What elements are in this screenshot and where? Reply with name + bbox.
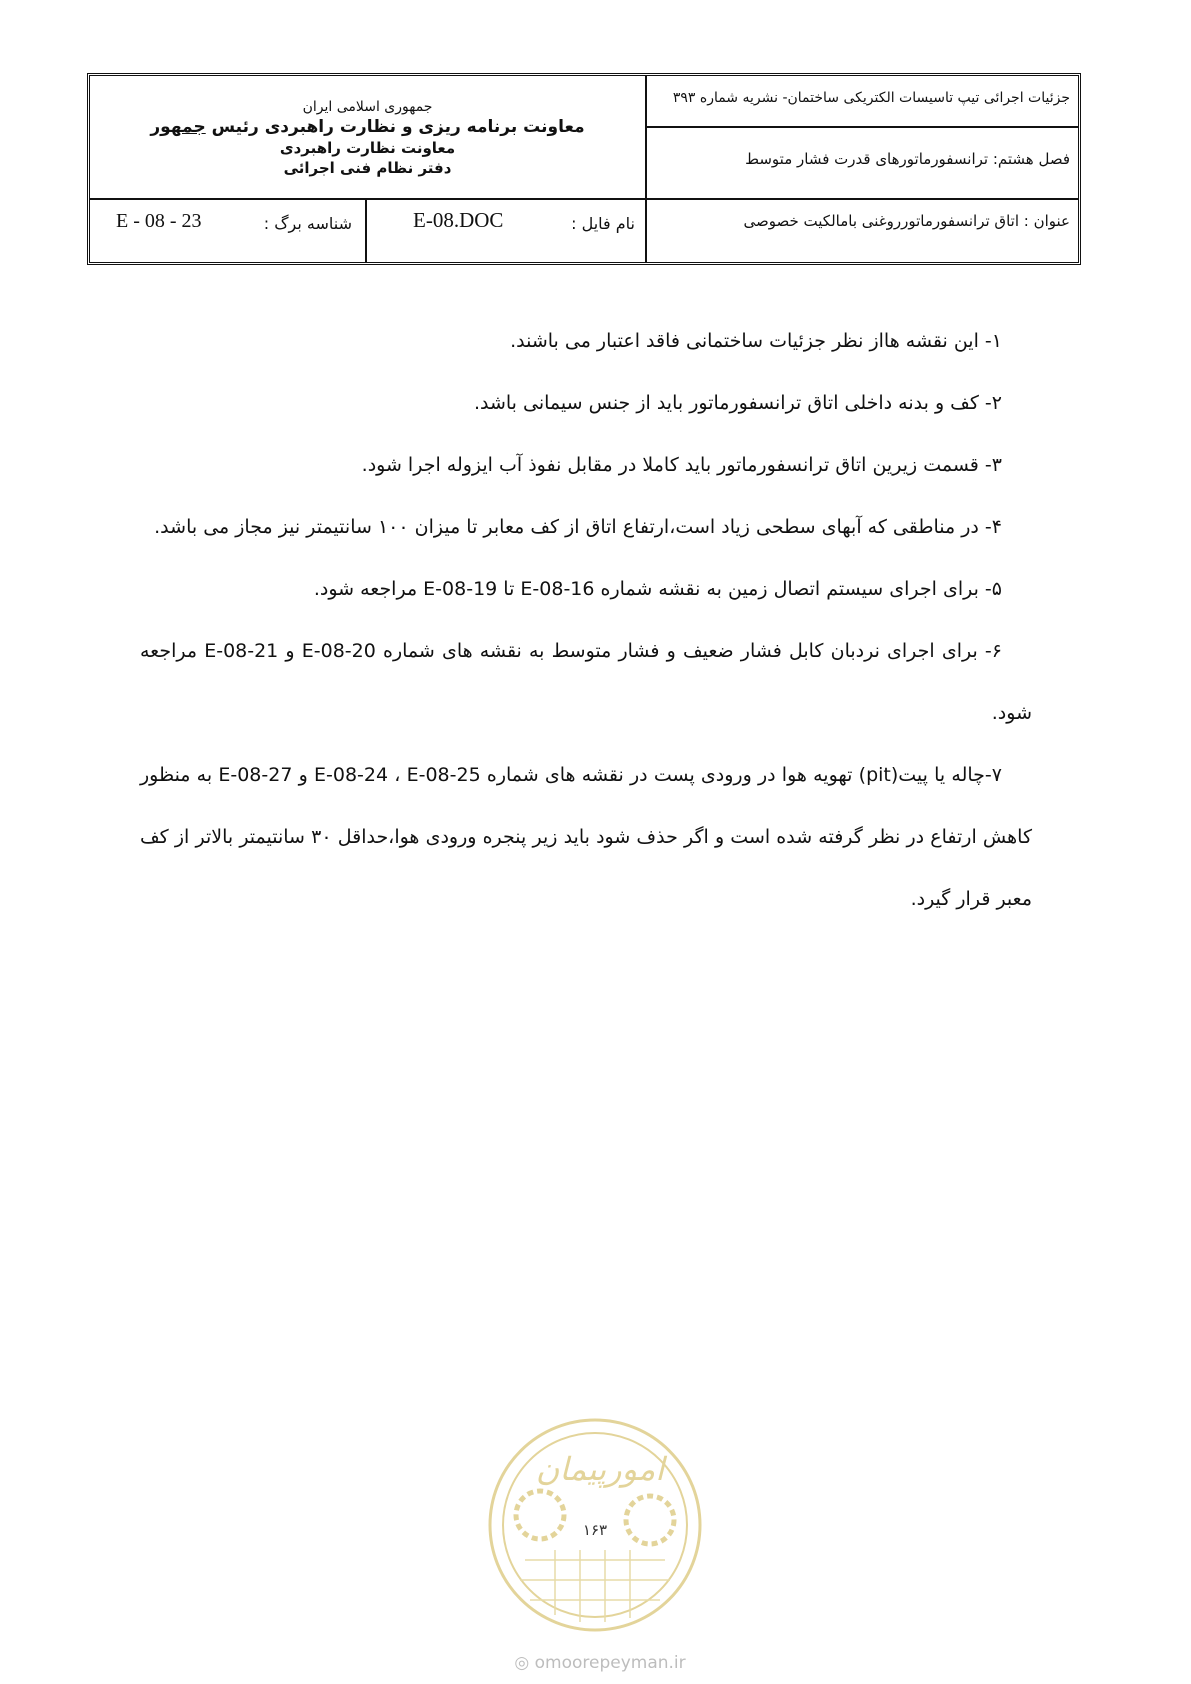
file-name-cell [373,206,641,256]
subject-title: عنوان : اتاق ترانسفورماتورروغنی بامالکیت خصوصی [743,212,1070,230]
note-item: ۲- کف و بدنه داخلی اتاق ترانسفورماتور باید از جنس سیمانی باشد. [473,392,1002,414]
header-divider-file [365,200,367,262]
org-line-4: دفتر نظام فنی اجرائی [283,159,452,177]
header-divider-main [645,76,647,262]
header-row-divider [90,198,1078,200]
file-name-value: E-08.DOC [413,208,504,232]
header-right-divider [647,126,1078,128]
notes-list [140,310,1032,930]
org-line-1: جمهوری اسلامی ایران [302,99,433,115]
note-item: ۱- این نقشه هااز نظر جزئیات ساختمانی فاقد اعتبار می باشند. [510,330,1002,352]
org-line-2: معاونت برنامه ریزی و نظارت راهبردی رئیس جمهور [150,117,585,137]
publication-title: جزئیات اجرائی تیپ تاسیسات الکتریکی ساختمان- نشریه شماره ۳۹۳ [672,90,1070,106]
document-header [87,73,1081,265]
page-number: ۱۶۳ [582,1521,608,1539]
file-name-label: نام فایل : [571,214,635,233]
sheet-id-value: E - 08 - 23 [116,210,202,232]
organization-block [90,76,645,200]
note-item: ۴- در مناطقی که آبهای سطحی زیاد است،ارتفاع اتاق از کف معابر تا میزان ۱۰۰ سانتیمتر نیز مجاز می باشد. [154,516,1002,538]
watermark-logo-text: امورپیمان [535,1450,665,1488]
note-item: ۶- برای اجرای نردبان کابل فشار ضعیف و فشار متوسط به نقشه های شماره E-08-20 و E-08-21 مراجعه شود. [140,640,1032,724]
watermark-instagram-icon: ◎ [514,1653,530,1673]
note-item: ۷-چاله یا پیت(pit) تهویه هوا در ورودی پست در نقشه های شماره E-08-24 ، E-08-25 و E-08-27 به منظور کاهش ارتفاع در نظر گرفته شده است و اگر حذف شود باید زیر پنجره ورودی هوا،حداقل ۳۰ سانتیمتر بالاتر از کف معبر قرار گیرد. [140,764,1032,910]
note-item: ۵- برای اجرای سیستم اتصال زمین به نقشه شماره E-08-16 تا E-08-19 مراجعه شود. [313,578,1002,600]
sheet-id-cell [94,206,362,256]
chapter-title: فصل هشتم: ترانسفورماتورهای قدرت فشار متوسط [745,150,1070,168]
note-item: ۳- قسمت زیرین اتاق ترانسفورماتور باید کاملا در مقابل نفوذ آب ایزوله اجرا شود. [361,454,1002,476]
org-line-3: معاونت نظارت راهبردی [279,139,456,157]
watermark-site: ◎ omoorepeyman.ir [514,1653,686,1673]
watermark-logo [480,1410,710,1640]
sheet-id-label: شناسه برگ : [263,214,352,233]
